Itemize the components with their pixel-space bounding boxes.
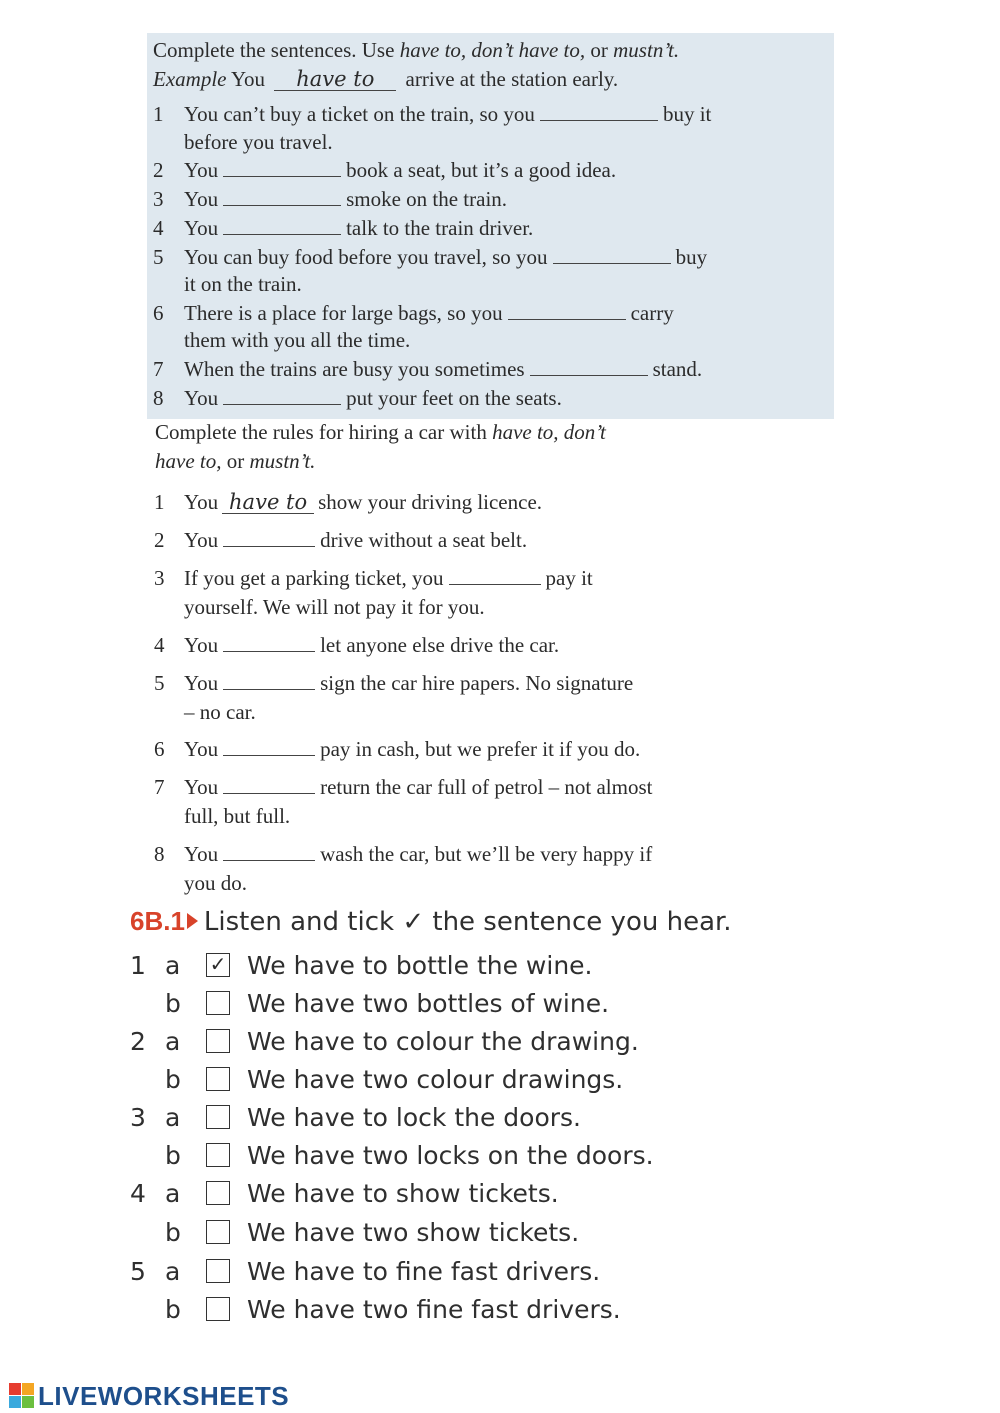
item-text: You: [184, 216, 219, 240]
answer-blank[interactable]: [223, 688, 315, 690]
answer-blank[interactable]: [449, 583, 541, 585]
item-number: 7: [154, 775, 165, 799]
item-text: You can’t buy a ticket on the train, so you: [184, 102, 535, 126]
option-sentence: We have to colour the drawing.: [247, 1027, 639, 1056]
exercise-2-item: [154, 631, 560, 659]
audio-track-label: 6B.1: [130, 906, 185, 936]
checkbox[interactable]: [206, 991, 230, 1015]
item-text: drive without a seat belt.: [320, 528, 528, 552]
exercise-2-item: [154, 735, 641, 763]
item-text-line2: full, but full.: [184, 804, 291, 828]
answer-blank[interactable]: [223, 754, 315, 756]
item-number: 3: [130, 1103, 146, 1132]
exercise-1-instruction: [153, 36, 679, 64]
play-icon[interactable]: [187, 913, 198, 929]
answer-blank[interactable]: [530, 374, 648, 376]
instruction-options: have to,: [155, 449, 222, 473]
item-text: show your driving licence.: [318, 490, 543, 514]
item-text-line2: you do.: [184, 871, 247, 895]
item-text: carry: [630, 301, 674, 325]
item-text: sign the car hire papers. No signature: [320, 671, 634, 695]
instruction-text: Complete the rules for hiring a car with: [155, 420, 493, 444]
item-text: If you get a parking ticket, you: [184, 566, 444, 590]
answer-blank[interactable]: [223, 403, 341, 405]
item-number: 5: [130, 1257, 146, 1286]
item-text: You: [184, 528, 219, 552]
item-number: 1: [153, 102, 164, 126]
item-number: 7: [153, 357, 164, 381]
checkbox[interactable]: [206, 1105, 230, 1129]
item-text: You: [184, 187, 219, 211]
option-letter: a: [165, 1103, 181, 1132]
item-text-line2: yourself. We will not pay it for you.: [184, 595, 485, 619]
item-text: buy it: [662, 102, 712, 126]
item-number: 1: [154, 490, 165, 514]
item-number: 8: [153, 386, 164, 410]
item-text-line2: them with you all the time.: [184, 328, 411, 352]
checkbox-checked[interactable]: ✓: [206, 953, 230, 977]
item-number: 5: [154, 671, 165, 695]
option-letter: a: [165, 1027, 181, 1056]
option-letter: b: [165, 1218, 181, 1247]
item-text: You: [184, 386, 219, 410]
instruction-options: mustn’t.: [249, 449, 316, 473]
item-text-line2: it on the train.: [184, 272, 302, 296]
item-number: 2: [154, 528, 165, 552]
answer-blank[interactable]: [223, 792, 315, 794]
item-text: let anyone else drive the car.: [320, 633, 560, 657]
option-letter: a: [165, 951, 181, 980]
option-sentence: We have two colour drawings.: [247, 1065, 624, 1094]
item-text: You: [184, 490, 219, 514]
answer-blank[interactable]: [223, 175, 341, 177]
option-sentence: We have to show tickets.: [247, 1179, 559, 1208]
item-text: wash the car, but we’ll be very happy if: [320, 842, 653, 866]
item-text-line2: before you travel.: [184, 130, 333, 154]
item-number: 8: [154, 842, 165, 866]
example-text: arrive at the station early.: [405, 67, 619, 91]
item-text: You can buy food before you travel, so you: [184, 245, 548, 269]
item-text: You: [184, 775, 219, 799]
example-answer: have to: [222, 491, 314, 514]
item-number: 3: [154, 566, 165, 590]
option-sentence: We have two fine fast drivers.: [247, 1295, 621, 1324]
answer-blank[interactable]: [508, 318, 626, 320]
item-text: put your feet on the seats.: [346, 386, 562, 410]
instruction-options: have to, don’t have to,: [399, 38, 586, 62]
liveworksheets-logo-icon: [9, 1383, 35, 1409]
liveworksheets-logo[interactable]: [9, 1381, 289, 1412]
item-text: talk to the train driver.: [346, 216, 534, 240]
item-number: 4: [153, 216, 164, 240]
exercise-2-item: [154, 488, 543, 516]
answer-blank[interactable]: [540, 119, 658, 121]
option-letter: b: [165, 1141, 181, 1170]
item-number: 4: [130, 1179, 146, 1208]
item-number: 6: [154, 737, 165, 761]
instruction-text: Listen and tick ✓ the sentence you hear.: [203, 907, 732, 937]
item-text: pay it: [545, 566, 593, 590]
option-letter: b: [165, 989, 181, 1018]
exercise-2-instruction: [155, 418, 606, 446]
item-text: buy: [675, 245, 708, 269]
exercise-2-item: [154, 773, 653, 801]
instruction-text: or: [221, 449, 250, 473]
checkbox[interactable]: [206, 1029, 230, 1053]
item-text: smoke on the train.: [346, 187, 508, 211]
option-sentence: We have to bottle the wine.: [247, 951, 593, 980]
option-sentence: We have to fine fast drivers.: [247, 1257, 601, 1286]
item-text: book a seat, but it’s a good idea.: [346, 158, 617, 182]
answer-blank[interactable]: [223, 233, 341, 235]
item-text: You: [184, 737, 219, 761]
exercise-2-instruction-line2: [155, 447, 315, 475]
item-text: You: [184, 842, 219, 866]
item-text: pay in cash, but we prefer it if you do.: [320, 737, 641, 761]
option-letter: a: [165, 1257, 181, 1286]
checkbox[interactable]: [206, 1143, 230, 1167]
checkbox[interactable]: [206, 1067, 230, 1091]
checkbox[interactable]: [206, 1259, 230, 1283]
item-text: You: [184, 158, 219, 182]
example-answer: have to: [274, 68, 396, 91]
item-number: 1: [130, 951, 146, 980]
item-text: You: [184, 671, 219, 695]
answer-blank[interactable]: [223, 545, 315, 547]
option-sentence: We have two locks on the doors.: [247, 1141, 654, 1170]
item-text: return the car full of petrol – not almost: [320, 775, 653, 799]
item-number: 6: [153, 301, 164, 325]
option-letter: a: [165, 1179, 181, 1208]
option-sentence: We have to lock the doors.: [247, 1103, 582, 1132]
example-label: Example: [153, 67, 227, 91]
answer-blank[interactable]: [553, 262, 671, 264]
exercise-2-item: [154, 526, 528, 554]
item-number: 2: [153, 158, 164, 182]
option-letter: b: [165, 1065, 181, 1094]
item-text: When the trains are busy you sometimes: [184, 357, 525, 381]
logo-text: LIVEWORKSHEETS: [38, 1381, 290, 1411]
item-text: stand.: [652, 357, 703, 381]
instruction-options: mustn’t.: [613, 38, 680, 62]
instruction-options: have to, don’t: [492, 420, 606, 444]
item-number: 5: [153, 245, 164, 269]
exercise-1-example: [153, 65, 618, 93]
item-text: There is a place for large bags, so you: [184, 301, 503, 325]
checkbox[interactable]: [206, 1181, 230, 1205]
checkbox[interactable]: [206, 1220, 230, 1244]
option-letter: b: [165, 1295, 181, 1324]
answer-blank[interactable]: [223, 204, 341, 206]
instruction-text: or: [585, 38, 614, 62]
item-text: You: [184, 633, 219, 657]
item-number: 4: [154, 633, 165, 657]
checkbox[interactable]: [206, 1297, 230, 1321]
item-text-line2: – no car.: [184, 700, 256, 724]
exercise-2-item: [154, 564, 593, 592]
example-text: You: [230, 67, 266, 91]
instruction-text: Complete the sentences. Use: [153, 38, 400, 62]
answer-blank[interactable]: [223, 650, 315, 652]
answer-blank[interactable]: [223, 859, 315, 861]
item-number: 2: [130, 1027, 146, 1056]
item-number: 3: [153, 187, 164, 211]
option-sentence: We have two show tickets.: [247, 1218, 580, 1247]
option-sentence: We have two bottles of wine.: [247, 989, 610, 1018]
exercise-2-item: [154, 840, 653, 868]
exercise-3-heading: [130, 906, 732, 938]
exercise-2-item: [154, 669, 634, 697]
